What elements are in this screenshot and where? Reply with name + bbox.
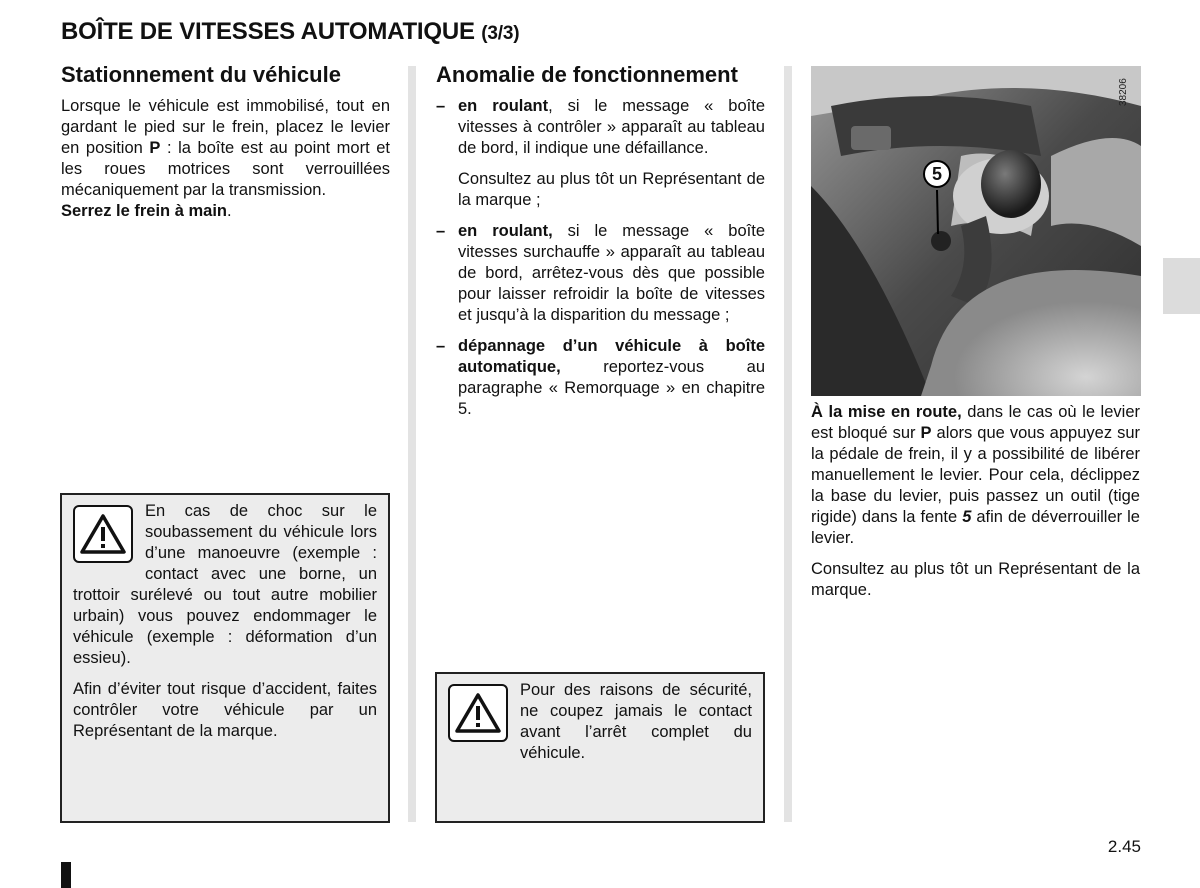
column-divider-left — [408, 66, 416, 822]
corner-mark — [61, 862, 71, 888]
section-heading-parking: Stationnement du véhicule — [61, 62, 341, 87]
unlock-text-c: afin de déverrouiller le levier. — [811, 508, 1140, 547]
unlock-position-letter: P — [920, 424, 932, 442]
list-item-bold: en roulant — [458, 97, 549, 115]
position-letter: P — [149, 139, 161, 157]
page-title — [61, 18, 519, 46]
unlock-paragraph — [811, 402, 1140, 549]
unlock-bold: À la mise en route, — [811, 403, 962, 421]
column-divider-right — [784, 66, 792, 822]
handbrake-instruction-end: . — [227, 202, 232, 220]
list-dash: – — [436, 97, 446, 115]
page-number: 2.45 — [1107, 837, 1141, 856]
warning-ignition-text: Pour des raisons de sécurité, ne coupez jamais le contact avant l’arrêt complet du véhicule. — [520, 681, 752, 762]
handbrake-instruction: Serrez le frein à main — [61, 202, 227, 220]
list-item-subtext: Consultez au plus tôt un Représentant de la marque ; — [458, 170, 765, 209]
parking-text-end: : la boîte est au point mort et les roues motrices sont verrouillées mécaniquement par la transmission. — [61, 139, 390, 199]
list-item — [436, 221, 765, 326]
title-main: BOÎTE DE VITESSES AUTOMATIQUE — [61, 18, 475, 45]
slot-number: 5 — [962, 508, 972, 526]
unlock-advice: Consultez au plus tôt un Représentant de la marque. — [811, 560, 1140, 599]
list-item-text: si le message « boîte vitesses surchauffe » apparaît au tableau de bord, arrêtez-vous dès que possible pour laisser refroidir la boîte de vitesses et jusqu’à la disparition du message ; — [458, 222, 765, 324]
list-item — [436, 96, 765, 211]
warning-impact-text: En cas de choc sur le soubassement du véhicule lors d’une manoeuvre (exemple : contact avec une borne, un trottoir surélevé ou tout autre mobilier urbain) vous pouvez endommager le véhicule (exemple : déformation d’un essieu). — [73, 502, 377, 667]
list-item — [436, 336, 765, 420]
list-dash: – — [436, 337, 446, 355]
parking-paragraph — [61, 96, 390, 222]
list-item-text: reportez-vous au paragraphe « Remorquage » en chapitre 5. — [458, 358, 765, 418]
warning-impact-advice: Afin d’éviter tout risque d’accident, faites contrôler votre véhicule par un Représentant de la marque. — [73, 680, 377, 740]
section-heading-malfunction: Anomalie de fonctionnement — [436, 62, 738, 87]
malfunction-list — [436, 96, 765, 420]
warning-triangle-icon — [448, 684, 508, 742]
unlock-instructions — [811, 402, 1140, 601]
warning-box-ignition — [435, 672, 765, 823]
parking-text: Lorsque le véhicule est immobilisé, tout en gardant le pied sur le frein, placez le levier en position — [61, 97, 390, 157]
list-item-bold: dépannage d’un véhicule à boîte automatique, — [458, 337, 765, 376]
gear-lever-photo — [811, 66, 1141, 396]
list-dash: – — [436, 222, 446, 240]
title-part: (3/3) — [481, 23, 520, 44]
chapter-thumb-tab — [1163, 258, 1200, 314]
warning-box-impact — [60, 493, 390, 823]
warning-triangle-icon — [73, 505, 133, 563]
unlock-text-a: dans le cas où le levier est bloqué sur — [811, 403, 1140, 442]
callout-label: 5 — [931, 164, 942, 184]
unlock-text-b: alors que vous appuyez sur la pédale de frein, il y a possibilité de libérer manuellement le levier. Pour cela, déclippez la base du levier, puis passez un outil (tige rigide) dans la fente — [811, 424, 1140, 526]
list-item-bold: en roulant, — [458, 222, 553, 240]
image-reference: 38206 — [1118, 78, 1129, 106]
list-item-text: , si le message « boîte vitesses à contrôler » apparaît au tableau de bord, il indique une défaillance. — [458, 97, 765, 157]
